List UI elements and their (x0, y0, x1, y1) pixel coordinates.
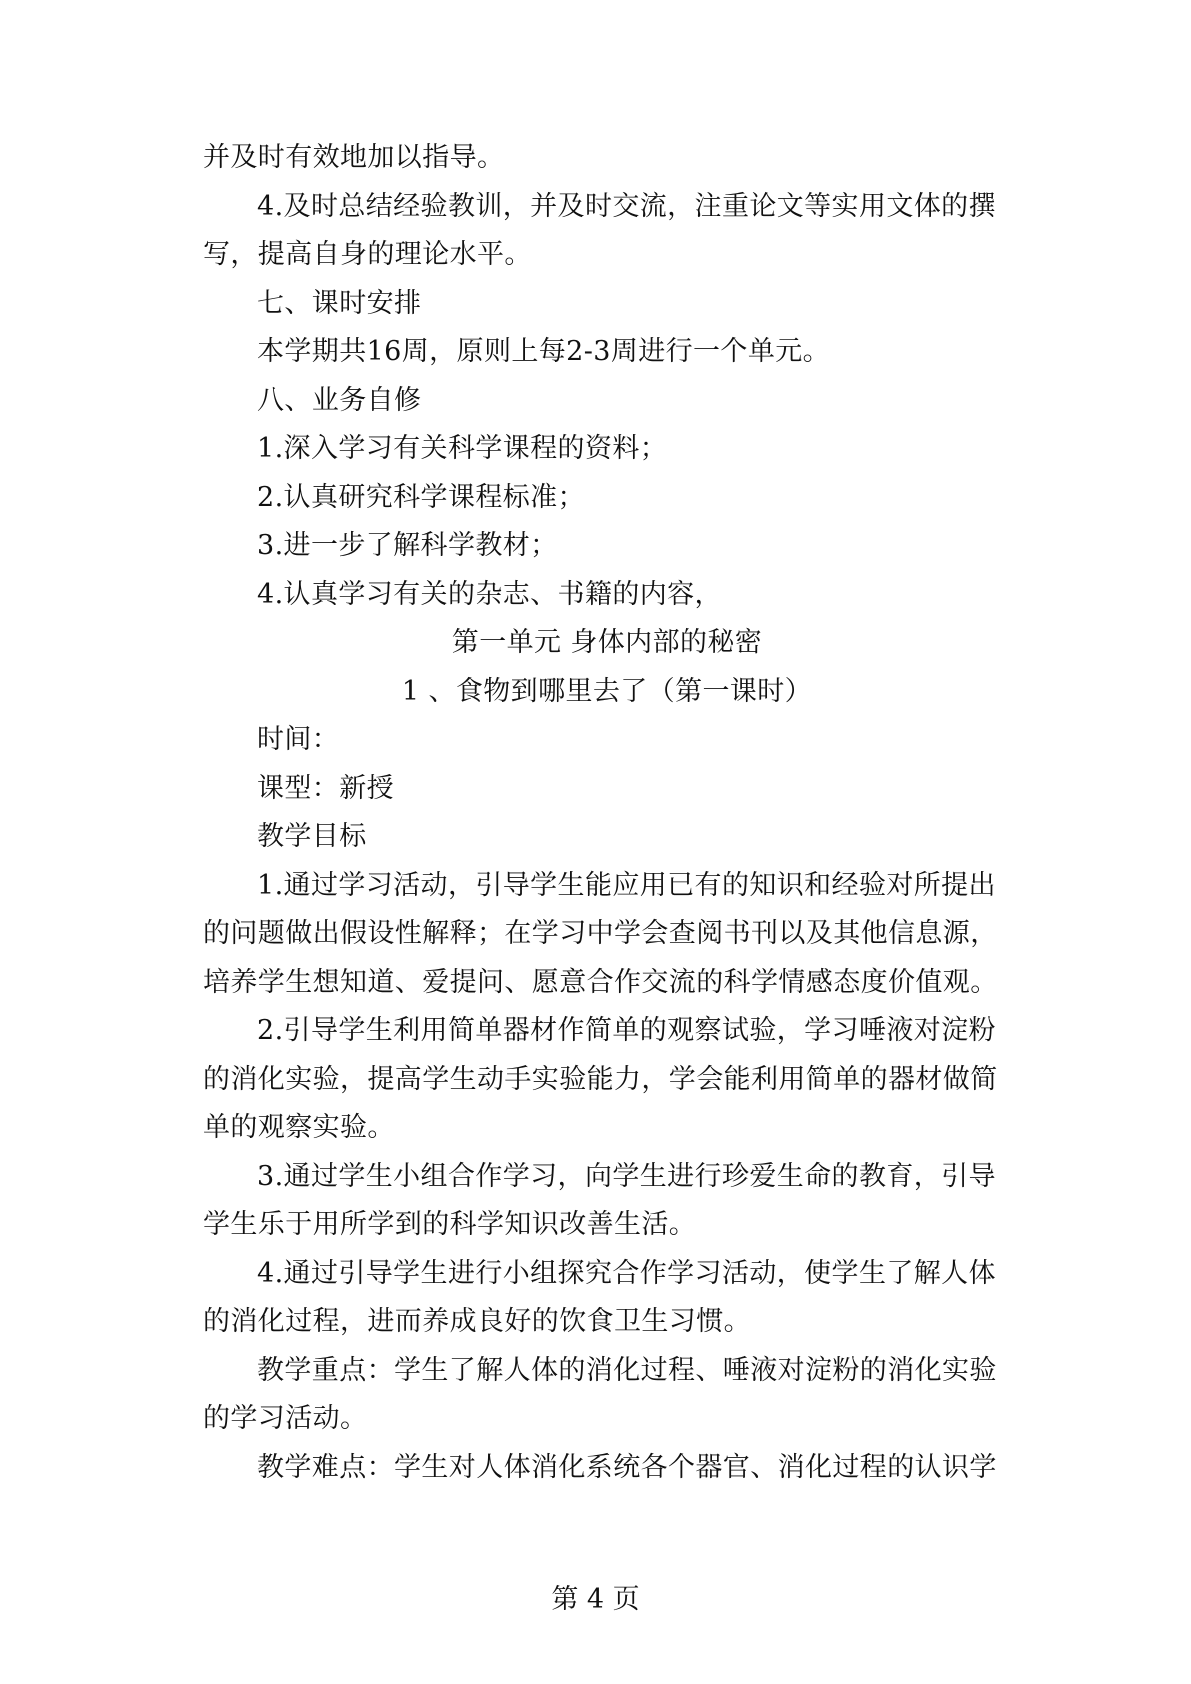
list-item: 4.认真学习有关的杂志、书籍的内容， (257, 578, 722, 610)
list-item: 3.进一步了解科学教材； (257, 530, 558, 561)
section-heading: 八、业务自修 (257, 384, 422, 416)
section-heading: 教学目标 (257, 821, 367, 852)
unit-title: 第一单元 身体内部的秘密 (451, 627, 763, 658)
key-point: 教学重点：学生了解人体的消化过程、唾液对淀粉的消化实验的学习活动。 (203, 1354, 997, 1434)
lesson-title: 1 、食物到哪里去了（第一课时） (401, 675, 813, 707)
objective-item: 4.通过引导学生进行小组探究合作学习活动，使学生了解人体的消化过程，进而养成良好的饮食卫生习惯。 (203, 1257, 996, 1337)
paragraph: 4.及时总结经验教训，并及时交流，注重论文等实用文体的撰写，提高自身的理论水平。 (203, 190, 996, 270)
paragraph: 本学期共16周，原则上每2-3周进行一个单元。 (257, 336, 831, 367)
objective-item: 3.通过学生小组合作学习，向学生进行珍爱生命的教育，引导学生乐于用所学到的科学知识改善生活。 (203, 1160, 996, 1240)
page-number: 第 4 页 (551, 1584, 640, 1615)
time-field: 时间： (257, 724, 340, 755)
list-item: 1.深入学习有关科学课程的资料； (257, 433, 668, 464)
document-body (203, 134, 1011, 1492)
section-heading: 七、课时安排 (257, 287, 422, 319)
objective-item: 1.通过学习活动，引导学生能应用已有的知识和经验对所提出的问题做出假设性解释；在学习中学会查阅书刊以及其他信息源，培养学生想知道、爱提问、愿意合作交流的科学情感态度价值观。 (203, 869, 998, 998)
list-item: 2.认真研究科学课程标准； (257, 481, 585, 513)
objective-item: 2.引导学生利用简单器材作简单的观察试验，学习唾液对淀粉的消化实验，提高学生动手实验能力，学会能利用简单的器材做简单的观察实验。 (203, 1015, 998, 1143)
difficult-point: 教学难点：学生对人体消化系统各个器官、消化过程的认识学 (257, 1451, 997, 1483)
lesson-type: 课型：新授 (257, 772, 394, 804)
paragraph: 并及时有效地加以指导。 (203, 142, 505, 173)
